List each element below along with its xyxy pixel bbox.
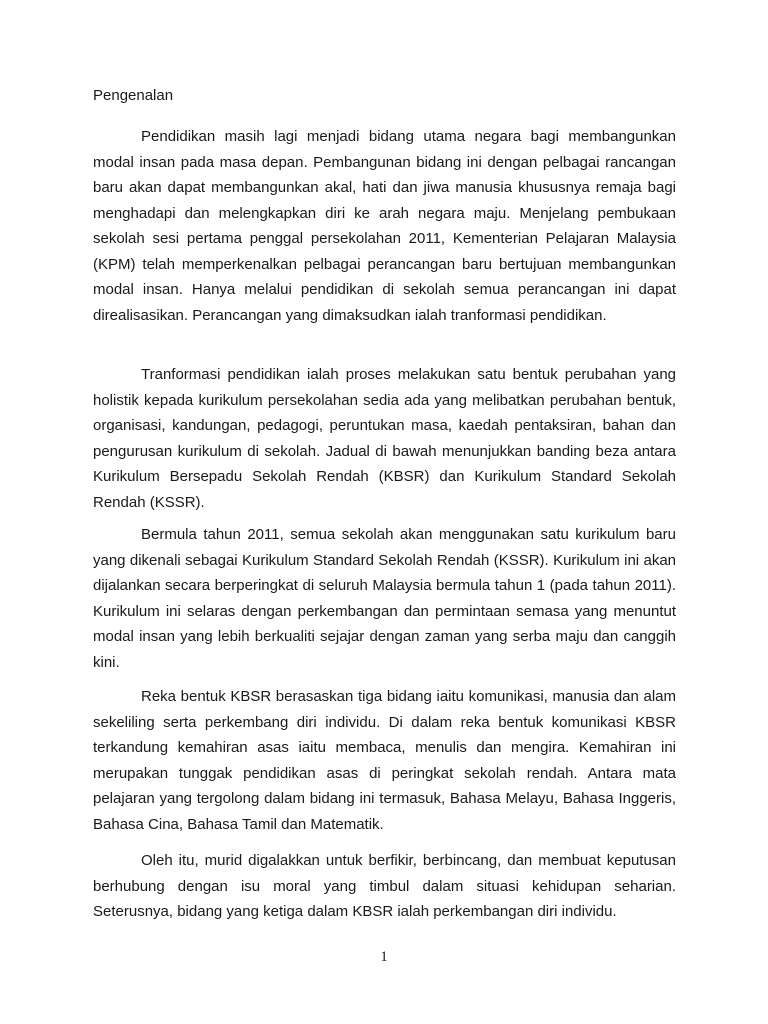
paragraph-2: Tranformasi pendidikan ialah proses melakukan satu bentuk perubahan yang holistik kepada kurikulum persekolahan sedia ada yang melibatkan perubahan bentuk, organisasi, kandungan, pedagogi, peruntukan masa, kaedah pentaksiran, bahan dan pengurusan kurikulum di sekolah. Jadual di bawah menunjukkan banding beza antara Kurikulum Bersepadu Sekolah Rendah (KBSR) dan Kurikulum Standard Sekolah Rendah (KSSR). xyxy=(93,366,676,511)
page-number: 1 xyxy=(380,949,388,965)
paragraph-1: Pendidikan masih lagi menjadi bidang utama negara bagi membangunkan modal insan pada masa depan. Pembangunan bidang ini dengan pelbagai rancangan baru akan dapat membangunkan akal, hati dan jiwa manusia khususnya remaja bagi menghadapi dan melengkapkan diri ke arah negara maju. Menjelang pembukaan sekolah sesi pertama penggal persekolahan 2011, Kementerian Pelajaran Malaysia (KPM) telah memperkenalkan pelbagai perancangan baru bertujuan membangunkan modal insan. Hanya melalui pendidikan di sekolah semua perancangan ini dapat direalisasikan. Perancangan yang dimaksudkan ialah tranformasi pendidikan. xyxy=(93,128,676,324)
paragraph-3: Bermula tahun 2011, semua sekolah akan menggunakan satu kurikulum baru yang dikenali sebagai Kurikulum Standard Sekolah Rendah (KSSR). Kurikulum ini akan dijalankan secara berperingkat di seluruh Malaysia bermula tahun 1 (pada tahun 2011). Kurikulum ini selaras dengan perkembangan dan permintaan semasa yang menuntut modal insan yang lebih berkualiti sejajar dengan zaman yang serba maju dan canggih kini. xyxy=(93,526,676,671)
section-heading: Pengenalan xyxy=(93,87,174,104)
paragraph-4: Reka bentuk KBSR berasaskan tiga bidang iaitu komunikasi, manusia dan alam sekeliling serta perkembang diri individu. Di dalam reka bentuk komunikasi KBSR terkandung kemahiran asas iaitu membaca, menulis dan mengira. Kemahiran ini merupakan tunggak pendidikan asas di peringkat sekolah rendah. Antara mata pelajaran yang tergolong dalam bidang ini termasuk, Bahasa Melayu, Bahasa Inggeris, Bahasa Cina, Bahasa Tamil dan Matematik. xyxy=(93,688,676,833)
paragraph-5: Oleh itu, murid digalakkan untuk berfikir, berbincang, dan membuat keputusan berhubung dengan isu moral yang timbul dalam situasi kehidupan seharian. Seterusnya, bidang yang ketiga dalam KBSR ialah perkembangan diri individu. xyxy=(93,852,676,920)
